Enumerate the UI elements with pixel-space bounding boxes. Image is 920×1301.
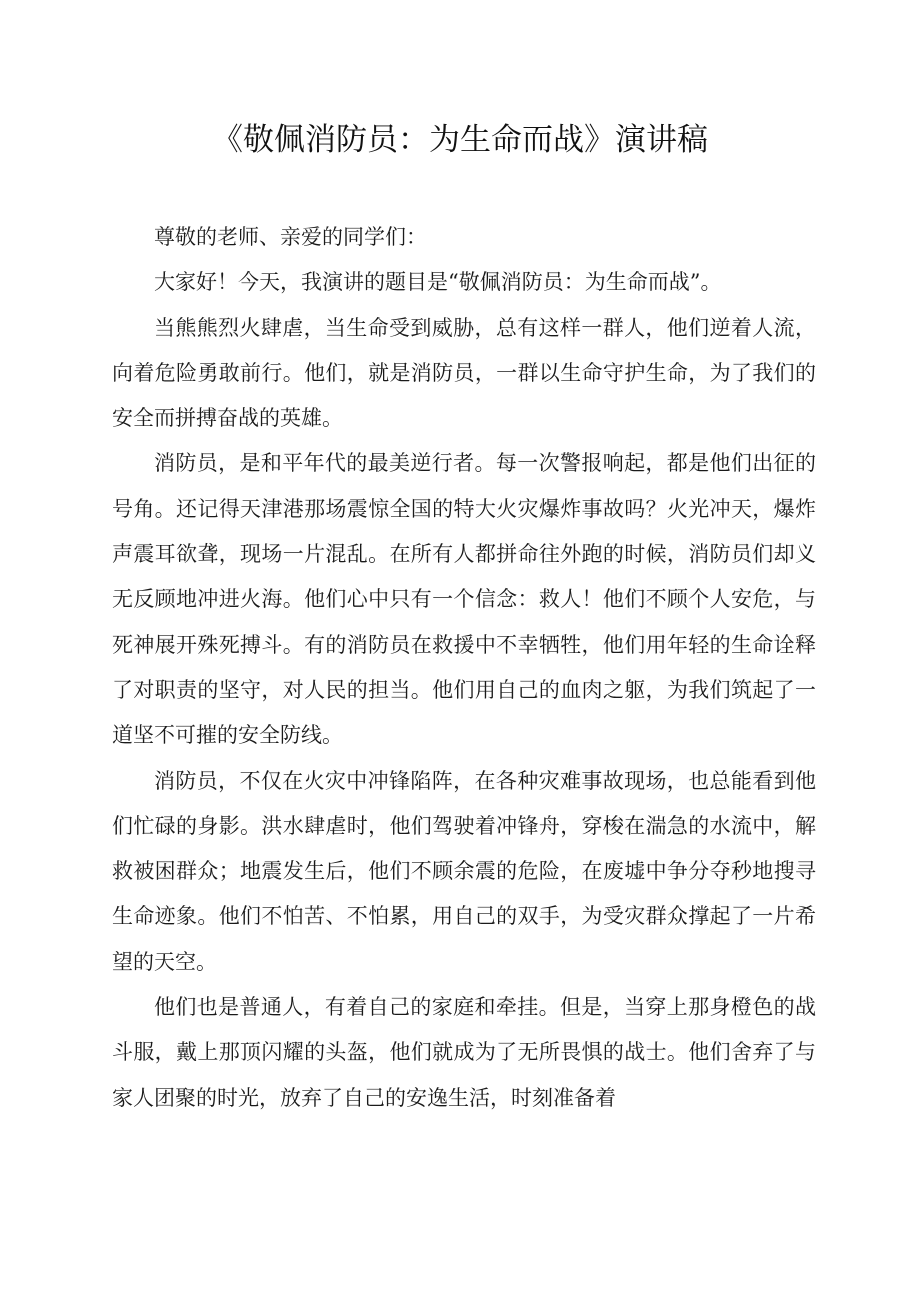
speech-body xyxy=(112,215,816,1121)
disaster-rescue-paragraph: 消防员，不仅在火灾中冲锋陷阵，在各种灾难事故现场，也总能看到他们忙碌的身影。洪水肆虐时，他们驾驶着冲锋舟，穿梭在湍急的水流中，解救被困群众；地震发生后，他们不顾余震的危险，在废墟中争分夺秒地搜寻生命迹象。他们不怕苦、不怕累，用自己的双手，为受灾群众撑起了一片希望的天空。 xyxy=(112,768,816,974)
greeting-paragraph: 大家好！今天，我演讲的题目是“敬佩消防员：为生命而战”。 xyxy=(154,270,722,295)
ordinary-people-paragraph: 他们也是普通人，有着自己的家庭和牵挂。但是，当穿上那身橙色的战斗服，戴上那顶闪耀的头盔，他们就成为了无所畏惧的战士。他们舍弃了与家人团聚的时光，放弃了自己的安逸生活，时刻准备着 xyxy=(112,995,816,1110)
document-title: 《敬佩消防员：为生命而战》演讲稿 xyxy=(212,122,708,158)
tianjin-paragraph: 消防员，是和平年代的最美逆行者。每一次警报响起，都是他们出征的号角。还记得天津港那场震惊全国的特大火灾爆炸事故吗？火光冲天，爆炸声震耳欲聋，现场一片混乱。在所有人都拼命往外跑的时候，消防员们却义无反顾地冲进火海。他们心中只有一个信念：救人！他们不顾个人安危，与死神展开殊死搏斗。有的消防员在救援中不幸牺牲，他们用年轻的生命诠释了对职责的坚守，对人民的担当。他们用自己的血肉之躯，为我们筑起了一道坚不可摧的安全防线。 xyxy=(112,451,816,748)
salutation-paragraph: 尊敬的老师、亲爱的同学们： xyxy=(154,225,427,249)
intro-paragraph: 当熊熊烈火肆虐，当生命受到威胁，总有这样一群人，他们逆着人流，向着危险勇敢前行。他们，就是消防员，一群以生命守护生命，为了我们的安全而拼搏奋战的英雄。 xyxy=(112,315,816,431)
